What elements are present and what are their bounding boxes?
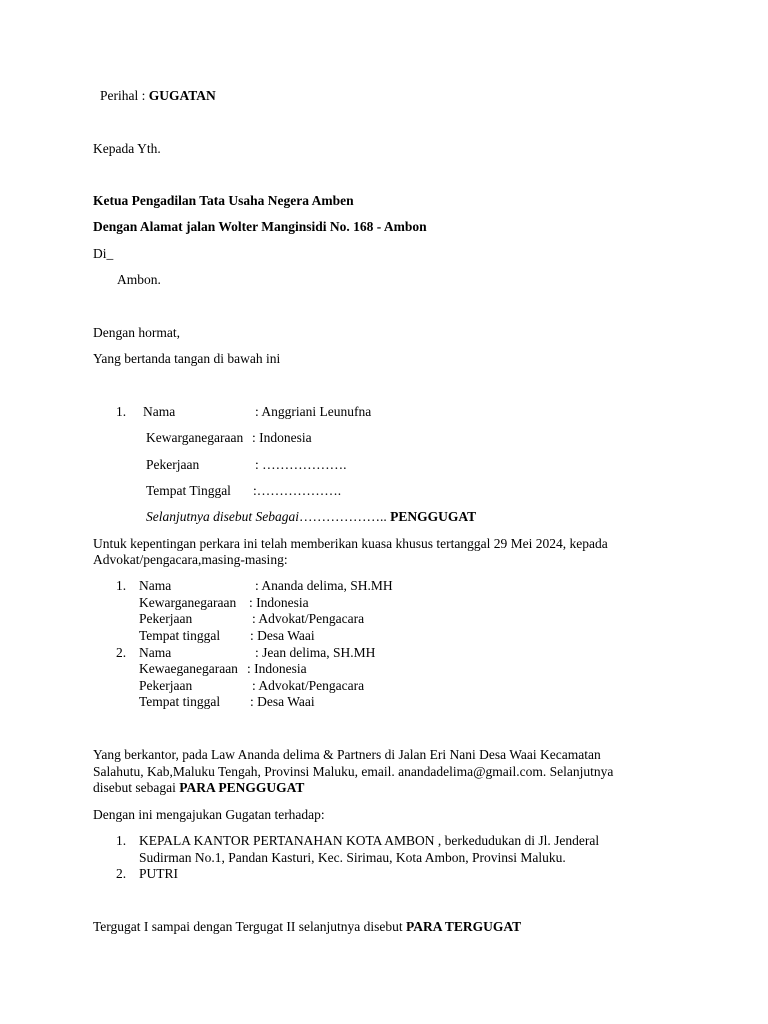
office-line-3 [93,779,304,796]
recipient-city: Ambon. [117,272,161,287]
plaintiff-residence-label: Tempat Tinggal [146,483,231,498]
recipient-address: Dengan Alamat jalan Wolter Manginsidi No. 168 - Ambon [93,219,427,234]
recipient: Ketua Pengadilan Tata Usaha Negera Amben [93,193,354,208]
lawyer-1-occupation-label: Pekerjaan [139,611,193,626]
closing-prefix: Tergugat I sampai dengan Tergugat II selanjutnya disebut [93,919,407,934]
lawyer-1-citizenship-label: Kewarganegaraan [139,595,237,610]
attorney-line-1: Untuk kepentingan perkara ini telah memberikan kuasa khusus tertanggal 29 Mei 2024, kepada [93,536,608,551]
designation-bold: PENGGUGAT [386,509,477,524]
designation-dots: ……………….. [298,509,387,524]
salutation: Dengan hormat, [93,325,180,340]
di-label: Di_ [93,246,114,261]
claim-intro: Dengan ini mengajukan Gugatan terhadap: [93,807,325,822]
lawyer-2-occupation-label: Pekerjaan [139,678,193,693]
plaintiff-name-label: Nama [143,404,176,419]
lawyer-2-residence-value: : Desa Waai [250,694,315,709]
plaintiff-number: 1. [116,404,127,419]
subject-line [100,87,216,104]
lawyer-2-name-value: : Jean delima, SH.MH [255,645,376,660]
defendant-1-number: 1. [116,833,127,848]
greeting: Kepada Yth. [93,141,161,156]
attorney-line-2: Advokat/pengacara,masing-masing: [93,552,288,567]
lawyer-2-number: 2. [116,645,127,660]
closing-line [93,918,521,935]
subject-label: Perihal : [100,88,149,103]
lawyer-1-name-label: Nama [139,578,172,593]
office-line-1: Yang berkantor, pada Law Ananda delima & Partners di Jalan Eri Nani Desa Waai Kecamatan [93,747,601,762]
lawyer-2-occupation-value: : Advokat/Pengacara [252,678,365,693]
lawyer-1-number: 1. [116,578,127,593]
plaintiff-occupation-label: Pekerjaan [146,457,200,472]
closing-bold: PARA TERGUGAT [406,919,522,934]
designation-italic: Selanjutnya disebut Sebagai [146,509,299,524]
defendant-2-line-1: PUTRI [139,866,179,881]
subject-value: GUGATAN [148,88,216,103]
plaintiff-designation [146,508,476,525]
lawyer-1-citizenship-value: : Indonesia [249,595,309,610]
defendant-2-number: 2. [116,866,127,881]
lawyer-1-occupation-value: : Advokat/Pengacara [252,611,365,626]
defendant-1-line-2: Sudirman No.1, Pandan Kasturi, Kec. Sirimau, Kota Ambon, Provinsi Maluku. [139,850,566,865]
plaintiff-citizenship-value: : Indonesia [252,430,312,445]
office-line-3-bold: PARA PENGGUGAT [179,780,305,795]
lawyer-2-citizenship-label: Kewaeganegaraan [139,661,238,676]
office-line-2: Salahutu, Kab,Maluku Tengah, Provinsi Maluku, email. anandadelima@gmail.com. Selanjutnya [93,764,614,779]
plaintiff-name-value: : Anggriani Leunufna [255,404,372,419]
lawyer-2-citizenship-value: : Indonesia [247,661,307,676]
lawyer-2-residence-label: Tempat tinggal [139,694,221,709]
intro-line: Yang bertanda tangan di bawah ini [93,351,281,366]
lawyer-2-name-label: Nama [139,645,172,660]
defendant-1-line-1: KEPALA KANTOR PERTANAHAN KOTA AMBON , berkedudukan di Jl. Jenderal [139,833,600,848]
plaintiff-residence-value: :………………. [253,483,342,498]
lawyer-1-name-value: : Ananda delima, SH.MH [255,578,393,593]
plaintiff-occupation-value: : ………………. [255,457,347,472]
office-line-3-prefix: disebut sebagai [93,780,180,795]
lawyer-1-residence-value: : Desa Waai [250,628,315,643]
plaintiff-citizenship-label: Kewarganegaraan [146,430,244,445]
lawyer-1-residence-label: Tempat tinggal [139,628,221,643]
